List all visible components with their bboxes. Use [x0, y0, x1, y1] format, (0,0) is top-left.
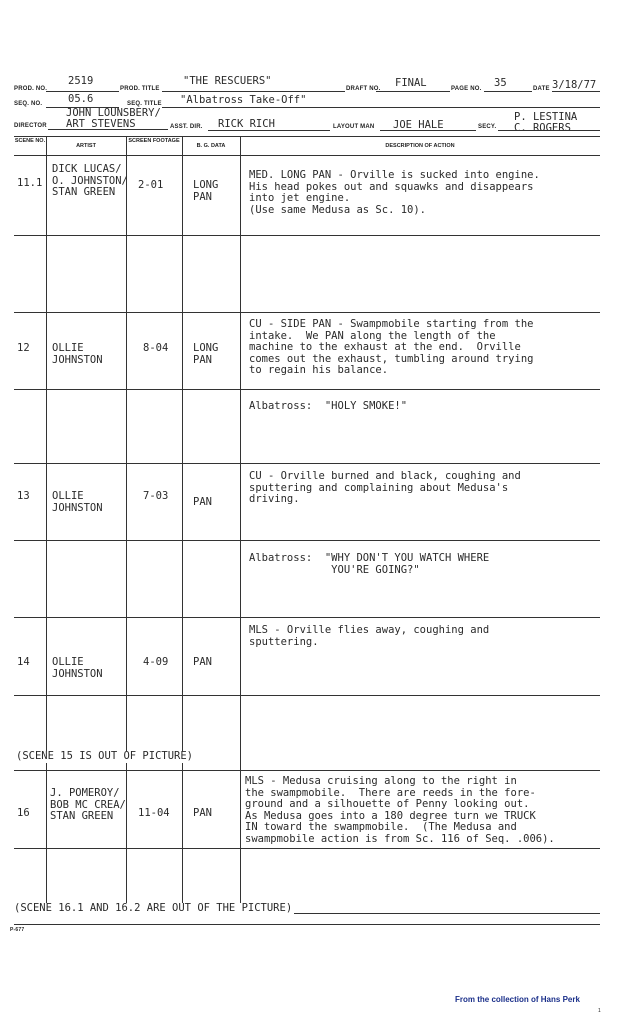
scene-no: 14 [17, 656, 30, 668]
artist: DICK LUCAS/ O. JOHNSTON/ STAN GREEN [52, 163, 128, 198]
screen-footage: 2-01 [138, 179, 164, 191]
artist: OLLIE JOHNSTON [52, 656, 103, 680]
date: 3/18/77 [552, 79, 597, 91]
draft-no-label: DRAFT NO. [346, 86, 381, 92]
col-artist: ARTIST [76, 143, 96, 149]
seq-title: "Albatross Take-Off" [180, 94, 307, 106]
page-no: 35 [494, 77, 507, 89]
seq-no: 05.6 [68, 93, 94, 105]
layout-man: JOE HALE [393, 119, 444, 131]
prod-title-label: PROD. TITLE [120, 86, 160, 92]
description: Albatross: "WHY DON'T YOU WATCH WHERE YOU'RE GOING?" [249, 552, 490, 576]
screen-footage: 8-04 [143, 342, 169, 354]
col-bg-data: B. G. DATA [196, 143, 226, 149]
description: MED. LONG PAN - Orville is sucked into engine. His head pokes out and squawks and disappears into jet engine. (Use same Medusa as Sc. 10). [249, 169, 540, 216]
screen-footage: 4-09 [143, 656, 169, 668]
prod-no-label: PROD. NO. [14, 86, 48, 92]
form-number: P-677 [10, 927, 25, 933]
secy-label: SECY. [478, 124, 497, 130]
collection-credit: From the collection of Hans Perk [455, 995, 580, 1004]
col-description: DESCRIPTION OF ACTION [385, 143, 455, 149]
director-line1: JOHN LOUNSBERY/ [66, 107, 161, 119]
corner-mark: 1 [598, 1008, 601, 1014]
scene-16-note: (SCENE 16.1 AND 16.2 ARE OUT OF THE PICTURE) [14, 902, 293, 914]
scene-no: 12 [17, 342, 30, 354]
artist: OLLIE JOHNSTON [52, 342, 103, 366]
artist: OLLIE JOHNSTON [52, 490, 103, 514]
layout-man-label: LAYOUT MAN [333, 124, 375, 130]
bg-data: PAN [193, 656, 212, 668]
director-label: DIRECTOR [14, 123, 47, 129]
col-scene-no: SCENE NO. [14, 138, 46, 144]
secy-line1: P. LESTINA [514, 111, 578, 123]
date-label: DATE [533, 86, 550, 92]
seq-no-label: SEQ. NO. [14, 101, 43, 107]
description: MLS - Medusa cruising along to the right in the swampmobile. There are reeds in the fore- ground and a silhouette of Penny looking out. As Medusa goes into a 180 degree turn we TRUCK IN toward the swampmobile. (The Medusa and swampmobile action is from Sc. 116 of Seq. .006). [245, 775, 555, 845]
asst-dir-label: ASST. DIR. [170, 124, 203, 130]
description: CU - SIDE PAN - Swampmobile starting from the intake. We PAN along the length of the machine to the exhaust at the end. Orville comes out the exhaust, tumbling around trying to regain his balance. [249, 318, 534, 376]
draft-no: FINAL [395, 77, 427, 89]
scene-no: 13 [17, 490, 30, 502]
scene-no: 16 [17, 807, 30, 819]
description: MLS - Orville flies away, coughing and sputtering. [249, 624, 490, 648]
asst-dir: RICK RICH [218, 118, 275, 130]
page-no-label: PAGE NO. [451, 86, 482, 92]
description: CU - Orville burned and black, coughing and sputtering and complaining about Medusa's driving. [249, 470, 521, 505]
prod-title: "THE RESCUERS" [183, 75, 272, 87]
director-line2: ART STEVENS [66, 118, 136, 130]
screen-footage: 11-04 [138, 807, 170, 819]
description: Albatross: "HOLY SMOKE!" [249, 400, 408, 412]
screen-footage: 7-03 [143, 490, 169, 502]
artist: J. POMEROY/ BOB MC CREA/ STAN GREEN [50, 787, 126, 822]
bg-data: PAN [193, 496, 212, 508]
bg-data: PAN [193, 807, 212, 819]
scene-15-note: (SCENE 15 IS OUT OF PICTURE) [16, 750, 194, 762]
col-screen-footage: SCREEN FOOTAGE [128, 138, 180, 144]
scene-no: 11.1 [17, 177, 43, 189]
seq-title-label: SEQ. TITLE [127, 101, 162, 107]
secy-line2: C. ROGERS [514, 122, 571, 134]
bg-data: LONG PAN [193, 342, 219, 366]
prod-no: 2519 [68, 75, 94, 87]
bg-data: LONG PAN [193, 179, 219, 203]
